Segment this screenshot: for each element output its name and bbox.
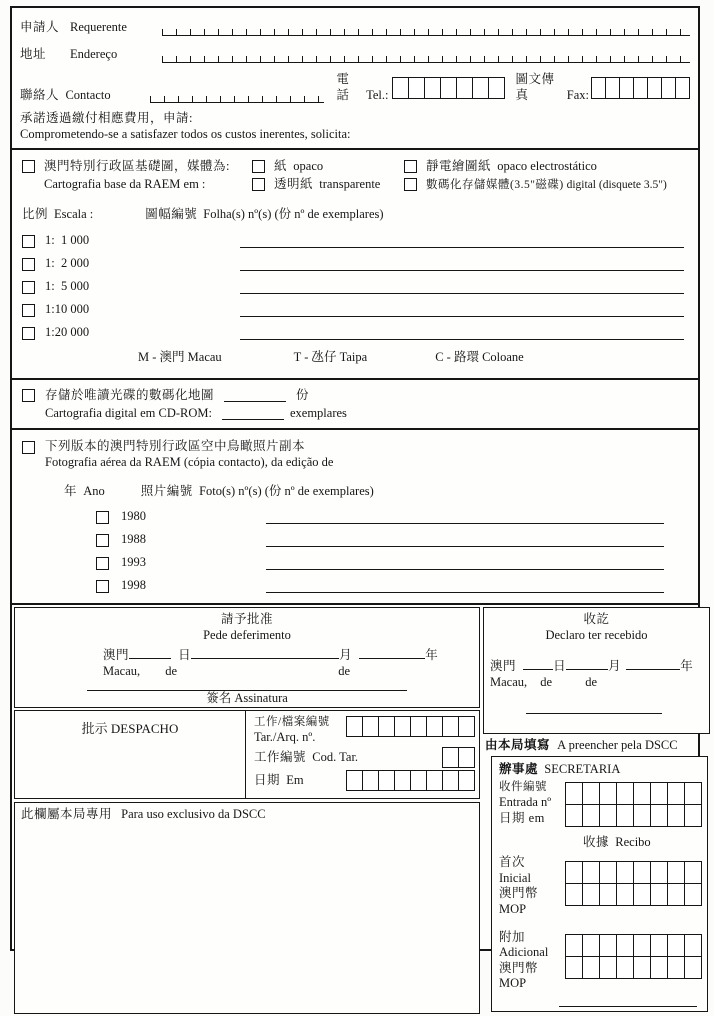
approval-title-zh: 請予批准 (220, 612, 273, 627)
scale-10000-fill-line[interactable] (240, 301, 684, 317)
applicant-fill-line[interactable] (162, 18, 690, 36)
approval-day-zh: 日 (178, 648, 192, 663)
address-label-zh: 地址 (20, 47, 47, 62)
year-1998-fill-line[interactable] (266, 577, 664, 593)
receipt-place-zh: 澳門 (490, 659, 517, 674)
approval-year-line[interactable] (359, 646, 425, 659)
receipt-month-zh: 月 (608, 659, 622, 674)
media-paper-label: 紙 opaco (274, 158, 324, 173)
adicional-grid[interactable] (565, 934, 702, 979)
em-label: 日期 Em (254, 773, 304, 788)
section-cdrom (12, 380, 698, 430)
base-map-checkbox[interactable] (22, 160, 35, 173)
approval-place-zh: 澳門 (103, 648, 130, 663)
approval-date-row (103, 646, 473, 664)
fax-input-cells[interactable] (591, 77, 690, 99)
scale-2000-label: 1: 2 000 (45, 255, 90, 270)
receipt-signature-line[interactable] (526, 713, 662, 714)
scale-1000-fill-line[interactable] (240, 232, 684, 248)
approval-year-zh: 年 (425, 648, 439, 663)
tel-label-pt: Tel.: (366, 87, 389, 102)
photos-header-row (20, 484, 690, 500)
address-row (20, 45, 690, 63)
year-1998-label: 1998 (121, 577, 146, 592)
cdrom-copies-line-pt[interactable] (222, 407, 284, 420)
scale-20000-fill-line[interactable] (240, 324, 684, 340)
scale-row-20000 (20, 324, 690, 340)
form-frame (10, 6, 700, 991)
fax-label-pt: Fax: (566, 87, 589, 102)
tel-input-cells[interactable] (392, 77, 505, 99)
escala-label-pt: Escala : (54, 206, 94, 221)
year-1980-checkbox[interactable] (96, 511, 109, 524)
receipt-box (483, 607, 710, 734)
contact-label-zh: 聯絡人 (20, 87, 60, 102)
office-fill-label-pt: A preencher pela DSCC (557, 738, 678, 753)
despacho-fields-cell (246, 711, 479, 798)
approval-box (14, 607, 480, 708)
year-row-1998 (20, 577, 690, 593)
media-paper-checkbox[interactable] (252, 160, 265, 173)
cdrom-row-zh (20, 388, 690, 404)
scale-1000-checkbox[interactable] (22, 235, 35, 248)
contact-row (20, 72, 690, 103)
receipt-de1: de (540, 675, 553, 689)
photos-title-zh: 下列版本的澳門特別行政區空中鳥瞰照片副本 (45, 439, 306, 454)
bottom-right-column (483, 607, 710, 1014)
base-map-title-row (20, 159, 690, 175)
region-taipa-label: T - 氹仔 Taipa (293, 350, 368, 365)
escala-label-zh: 比例 (22, 206, 49, 221)
tar-arq-row (254, 714, 475, 745)
approval-de1: de (165, 664, 178, 678)
office-fill-label (483, 734, 710, 756)
approval-date-row-pt (103, 664, 473, 680)
em-row (254, 770, 475, 791)
pledge-text-pt: Comprometendo-se a satisfazer todos os custos inerentes, solicita: (20, 126, 351, 141)
applicant-label-pt: Requerente (70, 20, 127, 35)
scale-2000-checkbox[interactable] (22, 258, 35, 271)
scale-10000-label: 1:10 000 (45, 301, 90, 316)
cdrom-copies-line-zh[interactable] (224, 389, 286, 402)
scale-5000-label: 1: 5 000 (45, 278, 90, 293)
em-cells[interactable] (346, 770, 475, 791)
media-transp-checkbox[interactable] (252, 178, 265, 191)
contact-fill-line[interactable] (150, 85, 325, 103)
photos-checkbox[interactable] (22, 441, 35, 454)
media-digital-checkbox[interactable] (404, 178, 417, 191)
scale-row-1000 (20, 232, 690, 248)
cod-tar-cells[interactable] (442, 747, 475, 768)
tar-arq-label: 工作/檔案編號 Tar./Arq. nº. (254, 716, 330, 744)
receipt-date-row (490, 657, 703, 675)
applicant-row (20, 18, 690, 36)
cdrom-label-zh: 存儲於唯讀光碟的數碼化地圖 (45, 388, 215, 402)
secretaria-box (491, 756, 708, 1012)
entrada-grid[interactable] (565, 782, 702, 827)
scale-5000-fill-line[interactable] (240, 278, 684, 294)
recibo-label: 收據 Recibo (583, 835, 651, 850)
approval-de2: de (338, 664, 351, 678)
receipt-month-line[interactable] (566, 657, 608, 670)
scale-5000-checkbox[interactable] (22, 281, 35, 294)
contact-label-pt: Contacto (65, 87, 111, 102)
office-fill-label-zh: 由本局填寫 (485, 738, 551, 753)
adicional-label: 附加 Adicional 澳門幣 MOP (499, 929, 549, 991)
inicial-label: 首次 Inicial 澳門幣 MOP (499, 855, 539, 916)
year-1988-fill-line[interactable] (266, 531, 664, 547)
address-label-pt: Endereço (70, 47, 118, 62)
region-coloane-label: C - 路環 Coloane (435, 350, 524, 365)
dscc-use-box[interactable] (14, 802, 480, 1014)
base-map-title-zh: 澳門特別行政區基礎圖，媒體為: (44, 158, 230, 173)
year-1993-label: 1993 (121, 554, 146, 569)
scale-20000-label: 1:20 000 (45, 324, 90, 339)
year-row-1988 (20, 531, 690, 547)
escala-header-row (20, 207, 690, 223)
scale-1000-label: 1: 1 000 (45, 232, 90, 247)
approval-month-line[interactable] (191, 646, 339, 659)
bottom-region (12, 605, 698, 1016)
media-transp-label: 透明紙 transparente (274, 177, 381, 192)
receipt-date-row-pt (490, 675, 703, 691)
base-map-subtitle-row (20, 177, 690, 193)
cdrom-label-pt: Cartografia digital em CD-ROM: (45, 405, 212, 420)
year-header: 年 Ano (64, 483, 105, 498)
receipt-day-zh: 日 (553, 659, 567, 674)
approval-day-line[interactable] (129, 646, 171, 659)
scale-row-2000 (20, 255, 690, 271)
year-row-1980 (20, 508, 690, 524)
receipt-title-zh: 收訖 (583, 612, 610, 627)
year-row-1993 (20, 554, 690, 570)
sheet-label-pt: Folha(s) nº(s) (份 nº de exemplares) (203, 206, 384, 221)
receipt-year-line[interactable] (626, 657, 680, 670)
year-1988-checkbox[interactable] (96, 534, 109, 547)
cdrom-unit-pt: exemplares (289, 405, 347, 420)
section-base-map (12, 150, 698, 381)
tel-label-zh: 電話 (336, 72, 350, 102)
fax-label-zh: 圖文傳真 (515, 72, 555, 102)
year-1998-checkbox[interactable] (96, 580, 109, 593)
cod-tar-label: 工作編號 Cod. Tar. (254, 750, 359, 765)
scale-2000-fill-line[interactable] (240, 255, 684, 271)
receipt-de2: de (585, 675, 598, 689)
signature-label: 簽名 Assinatura (206, 690, 288, 705)
dscc-use-label-zh: 此欄屬本局專用 (21, 807, 113, 822)
media-electro-checkbox[interactable] (404, 160, 417, 173)
applicant-label-zh: 申請人 (20, 20, 60, 35)
address-fill-line[interactable] (162, 45, 690, 63)
approval-place-pt: Macau, (103, 664, 141, 678)
photo-number-header: 照片編號 Foto(s) nº(s) (份 nº de exemplares) (140, 483, 374, 498)
section-applicant (12, 8, 698, 150)
approval-title-pt: Pede deferimento (203, 627, 291, 642)
scale-row-5000 (20, 278, 690, 294)
secretaria-title: 辦事處 SECRETARIA (499, 761, 621, 776)
cdrom-row-pt (20, 406, 690, 422)
year-1980-label: 1980 (121, 508, 146, 523)
receipt-year-zh: 年 (680, 659, 694, 674)
receipt-title-pt: Declaro ter recebido (545, 627, 648, 642)
dscc-use-label-pt: Para uso exclusivo da DSCC (121, 807, 266, 822)
year-1988-label: 1988 (121, 531, 146, 546)
scale-10000-checkbox[interactable] (22, 304, 35, 317)
scale-20000-checkbox[interactable] (22, 327, 35, 340)
despacho-cell[interactable] (15, 711, 246, 798)
photos-title-row (20, 439, 690, 455)
regions-row (138, 350, 690, 366)
pledge-text-zh: 承諾透過繳付相應費用，申請: (20, 111, 193, 126)
despacho-title: 批示 DESPACHO (81, 721, 179, 737)
scale-row-10000 (20, 301, 690, 317)
photos-title-pt: Fotografia aérea da RAEM (cópia contacto), da edição de (45, 454, 334, 469)
section-photos (12, 430, 698, 605)
receipt-place-pt: Macau, (490, 675, 528, 689)
approval-month-zh: 月 (339, 648, 353, 663)
inicial-row (499, 855, 702, 918)
base-map-title-pt: Cartografia base da RAEM em : (44, 177, 206, 192)
cdrom-checkbox[interactable] (22, 389, 35, 402)
bottom-left-column (14, 607, 480, 1014)
year-1993-fill-line[interactable] (266, 554, 664, 570)
despacho-box (14, 710, 480, 799)
sheet-label-zh: 圖幅編號 (145, 206, 198, 221)
region-macau-label: M - 澳門 Macau (138, 350, 222, 365)
year-1993-checkbox[interactable] (96, 557, 109, 570)
media-electro-label: 靜電繪圖紙 opaco electrostático (426, 158, 597, 173)
secretaria-total-line[interactable] (559, 1006, 697, 1007)
cod-tar-row (254, 747, 475, 768)
media-digital-label: 數碼化存儲媒體(3.5"磁碟) digital (disquete 3.5") (426, 178, 667, 191)
entrada-row (499, 779, 702, 827)
year-1980-fill-line[interactable] (266, 508, 664, 524)
tar-arq-cells[interactable] (346, 716, 475, 737)
entrada-label: 收件編號 Entrada nº 日期 em (499, 781, 552, 825)
inicial-grid[interactable] (565, 861, 702, 906)
cdrom-unit-zh: 份 (296, 388, 310, 402)
receipt-day-line[interactable] (523, 657, 553, 670)
